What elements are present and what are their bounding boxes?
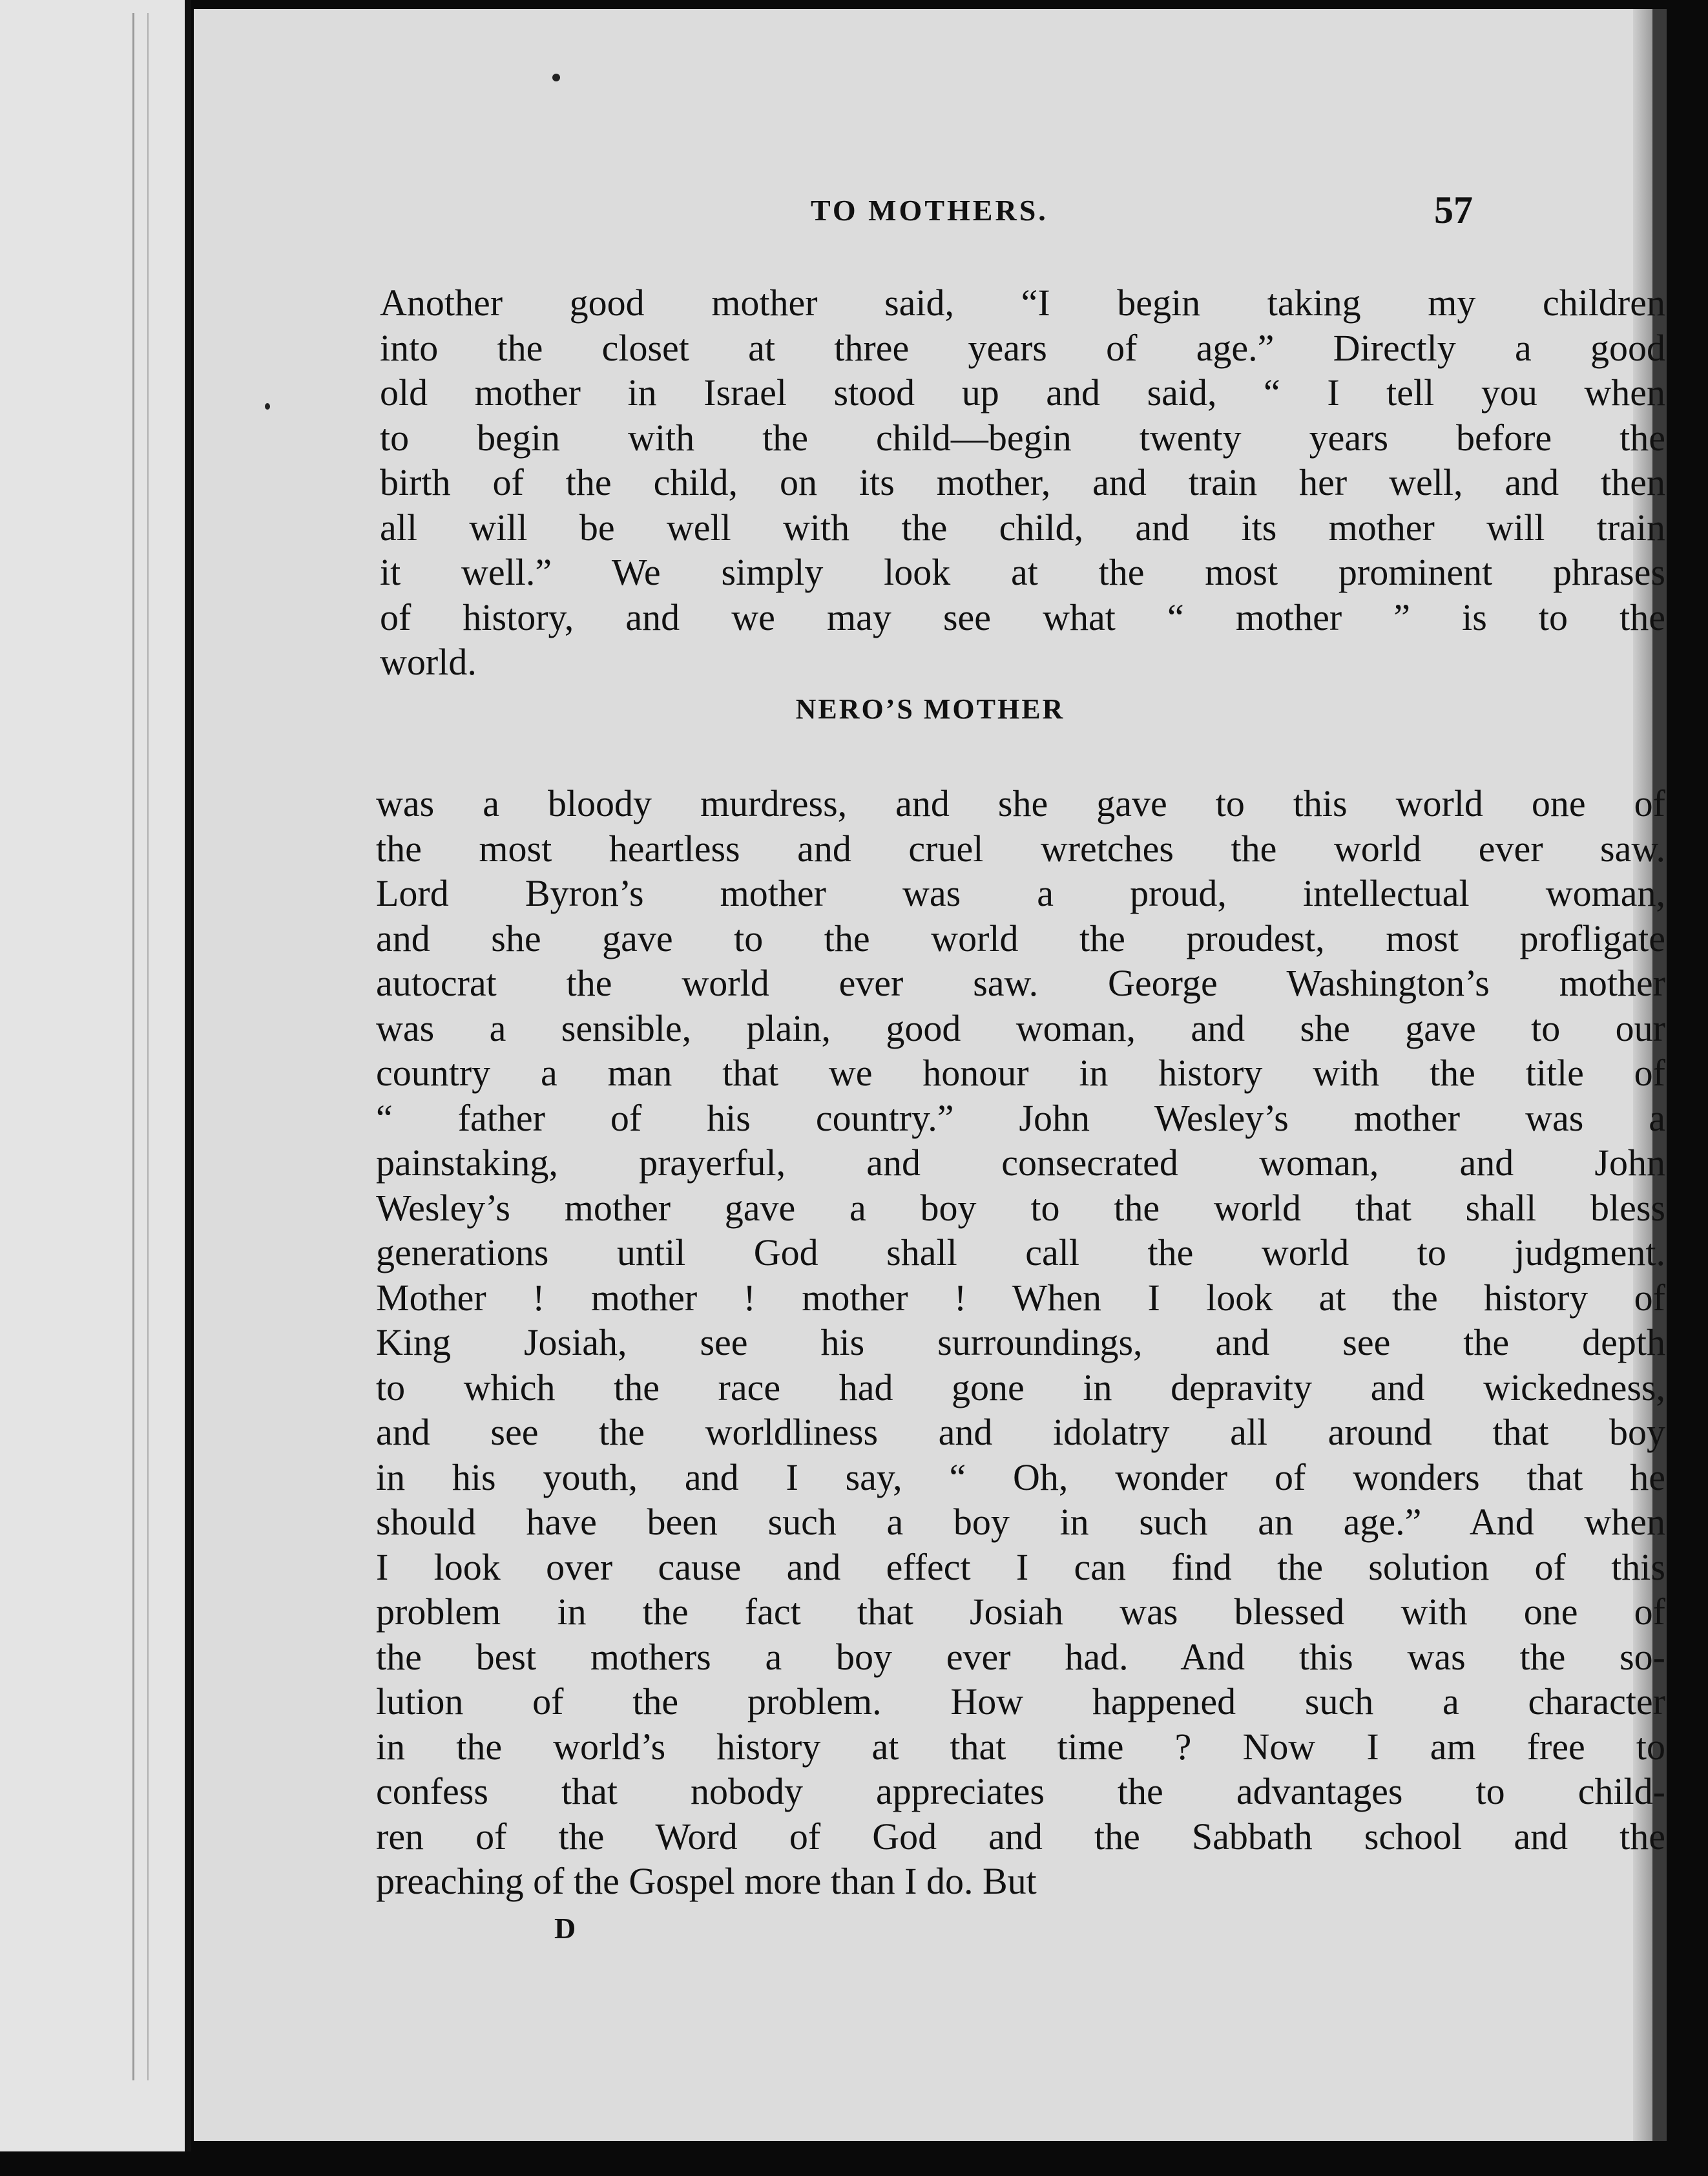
text-line: Lord Byron’s mother was a proud, intellectual woman, xyxy=(376,872,1665,914)
scan-speck xyxy=(265,403,270,410)
text-line: in the world’s history at that time ? Now I am free to xyxy=(376,1725,1665,1768)
text-line: and she gave to the world the proudest, most profligate xyxy=(376,917,1665,959)
text-line: Another good mother said, “I begin taking my children xyxy=(380,282,1665,324)
text-line: the best mothers a boy ever had. And this was the so- xyxy=(376,1635,1665,1678)
book-page xyxy=(194,9,1667,2141)
text-line: I look over cause and effect I can find the solution of this xyxy=(376,1545,1665,1588)
facing-page-edge xyxy=(0,0,191,2151)
text-line: King Josiah, see his surroundings, and see the depth xyxy=(376,1321,1665,1363)
text-line: preaching of the Gospel more than I do. But xyxy=(376,1860,1037,1902)
text-line: of history, and we may see what “ mother ” is to the xyxy=(380,596,1665,638)
text-line: “ father of his country.” John Wesley’s mother was a xyxy=(376,1096,1665,1139)
text-line: painstaking, prayerful, and consecrated woman, and John xyxy=(376,1142,1665,1184)
text-line: old mother in Israel stood up and said, “ I tell you when xyxy=(380,371,1665,413)
text-line: problem in the fact that Josiah was blessed with one of xyxy=(376,1591,1665,1633)
text-line: was a sensible, plain, good woman, and she gave to our xyxy=(376,1007,1665,1049)
text-line: Wesley’s mother gave a boy to the world that shall bless xyxy=(376,1186,1665,1229)
text-line: the most heartless and cruel wretches the world ever saw. xyxy=(376,827,1665,870)
scan-speck xyxy=(552,74,560,81)
text-line: lution of the problem. How happened such a character xyxy=(376,1680,1665,1722)
page-number: 57 xyxy=(1434,189,1473,231)
page-crease xyxy=(132,13,134,2080)
text-line: world. xyxy=(380,641,477,683)
paragraph-1 xyxy=(380,280,1665,685)
text-line: should have been such a boy in such an age.” And when xyxy=(376,1501,1665,1543)
text-line: it well.” We simply look at the most prominent phrases xyxy=(380,551,1665,593)
text-line: into the closet at three years of age.” Directly a good xyxy=(380,326,1665,369)
text-line: generations until God shall call the world to judgment. xyxy=(376,1231,1665,1273)
page-crease xyxy=(147,13,149,2080)
paragraph-2 xyxy=(376,781,1665,1904)
running-head xyxy=(194,189,1667,232)
text-line: in his youth, and I say, “ Oh, wonder of wonders that he xyxy=(376,1456,1665,1498)
text-line: Mother ! mother ! mother ! When I look at the history of xyxy=(376,1276,1665,1319)
text-line: all will be well with the child, and its mother will train xyxy=(380,506,1665,549)
text-line: and see the worldliness and idolatry all around that boy xyxy=(376,1411,1665,1453)
section-heading: NERO’S MOTHER xyxy=(795,693,1065,725)
text-line: autocrat the world ever saw. George Washington’s mother xyxy=(376,962,1665,1004)
signature-mark: D xyxy=(554,1912,576,1945)
running-title: TO MOTHERS. xyxy=(811,194,1048,227)
text-line: to begin with the child—begin twenty years before the xyxy=(380,416,1665,459)
text-line: birth of the child, on its mother, and train her well, and then xyxy=(380,461,1665,503)
text-line: to which the race had gone in depravity and wickedness, xyxy=(376,1366,1665,1408)
text-line: was a bloody murdress, and she gave to this world one of xyxy=(376,782,1665,824)
text-line: ren of the Word of God and the Sabbath school and the xyxy=(376,1815,1665,1857)
text-line: country a man that we honour in history with the title of xyxy=(376,1052,1665,1094)
text-line: confess that nobody appreciates the advantages to child- xyxy=(376,1770,1665,1812)
